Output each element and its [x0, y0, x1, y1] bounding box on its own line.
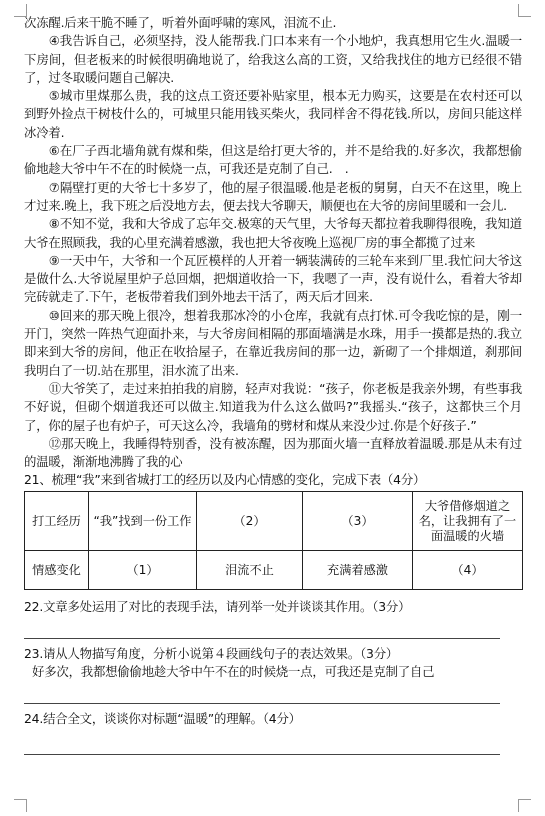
paragraph-6: ⑥在厂子西北墙角就有煤和柴，但这是给打更大爷的，并不是给我的.好多次，我都想偷偷地趁大爷中午不在的时候烧一点，可我还是克制了自己. . [24, 143, 522, 177]
table-row [25, 492, 523, 551]
table-row [25, 551, 523, 590]
paragraph-10: ⑩回来的那天晚上很冷，想着我那冰冷的小仓库，我就有点打怵.可令我吃惊的是，刚一开门，突然一阵热气迎面扑来，与大爷房间相隔的那面墙满是水珠，用手一摸都是热的.我立即来到大爷的房间，他正在收拾屋子，在靠近我房间的那一边，新砌了一个排烟道，刹那间我明白了一切.站在那里，泪水流了出来. [24, 307, 522, 378]
table-cell-blank[interactable]: （3） [303, 492, 413, 551]
table-cell: 情感变化 [25, 551, 89, 590]
paragraph-4: ④我告诉自己，必须坚持，没人能帮我.门口本来有一个小地炉，我真想用它生火.温暖一下房间，但老板来的时候很明确地说了，给我这么高的工资，又给我找住的地方已经很不错了，过冬取暖问题自己解决. [24, 33, 522, 85]
question-21-table [24, 491, 523, 590]
paragraph-3-end: 次冻醒.后来干脆不睡了，听着外面呼啸的寒风，泪流不止. [24, 15, 337, 30]
table-cell: 泪流不止 [197, 551, 303, 590]
table-cell-blank[interactable]: （2） [197, 492, 303, 551]
crop-mark-bottom-right [518, 799, 531, 812]
table-cell: 大爷借修烟道之名，让我拥有了一面温暖的火墙 [413, 492, 523, 551]
answer-line[interactable] [24, 638, 500, 639]
question-21-prompt: 21、梳理“我”来到省城打工的经历以及内心情感的变化，完成下表（4分） [24, 472, 426, 488]
question-22: 22.文章多处运用了对比的表现手法，请列举一处并谈谈其作用。（3分） [24, 599, 411, 615]
paragraph-9: ⑨一天中午，大爷和一个瓦匠模样的人开着一辆装满砖的三轮车来到厂里.我忙问大爷这是做什么.大爷说屋里炉子总回烟，把烟道收拾一下，我嗯了一声，没有说什么，看着大爷却完砖就走了.下午，老板带着我们到外地去干活了，两天后才回来. [24, 252, 522, 305]
table-cell: “我”找到一份工作 [89, 492, 197, 551]
answer-line[interactable] [24, 703, 500, 704]
question-23: 23.请从人物描写角度，分析小说第４段画线句子的表达效果。（3分） [24, 646, 399, 662]
answer-line[interactable] [24, 754, 500, 755]
crop-mark-bottom-left [14, 799, 27, 812]
table-cell-blank[interactable]: （4） [413, 551, 523, 590]
underlined-sentence-quote: 好多次，我都想偷偷地趁大爷中午不在的时候烧一点，可我还是克制了自己 [32, 664, 435, 680]
paragraph-11: ⑪大爷笑了，走过来拍拍我的肩膀，轻声对我说：“孩子，你老板是我亲外甥，有些事我不好说，但砌个烟道我还可以做主.知道我为什么这么做吗?”我摇头.“孩子，这都快三个月了，你的屋子也有炉子，可天这么冷，我墙角的劈材和煤从来没少过.你是个好孩子.” [24, 380, 522, 433]
table-cell: 充满着感激 [303, 551, 413, 590]
table-cell: 打工经历 [25, 492, 89, 551]
paragraph-12: ⑫那天晚上，我睡得特别香，没有被冻醒，因为那面火墙一直释放着温暖.那是从未有过的温暖，渐渐地沸腾了我的心 [24, 435, 522, 470]
paragraph-8: ⑧不知不觉，我和大爷成了忘年交.极寒的天气里，大爷每天都拉着我聊得很晚，我知道大爷在照顾我，我的心里充满着感激，我也把大爷夜晚上巡视厂房的事全都揽了过来 [24, 216, 522, 250]
table-cell-blank[interactable]: （1） [89, 551, 197, 590]
question-24: 24.结合全文，谈谈你对标题“温暖”的理解。（4分） [24, 711, 301, 727]
paragraph-7: ⑦隔壁打更的大爷七十多岁了，他的屋子很温暖.他是老板的舅舅，白天不在这里，晚上才过来.晚上，我下班之后没地方去，便去找大爷聊天，顺便也在大爷的房间里暖和一会儿. [24, 179, 522, 213]
reading-passage [24, 14, 522, 755]
paragraph-5: ⑤城市里煤那么贵，我的这点工资还要补贴家里，根本无力购买，这要是在农村还可以到野外捡点干树枝什么的，可城里只能用钱买柴火，我同样舍不得花钱.所以，房间只能这样冰冷着. [24, 88, 522, 140]
